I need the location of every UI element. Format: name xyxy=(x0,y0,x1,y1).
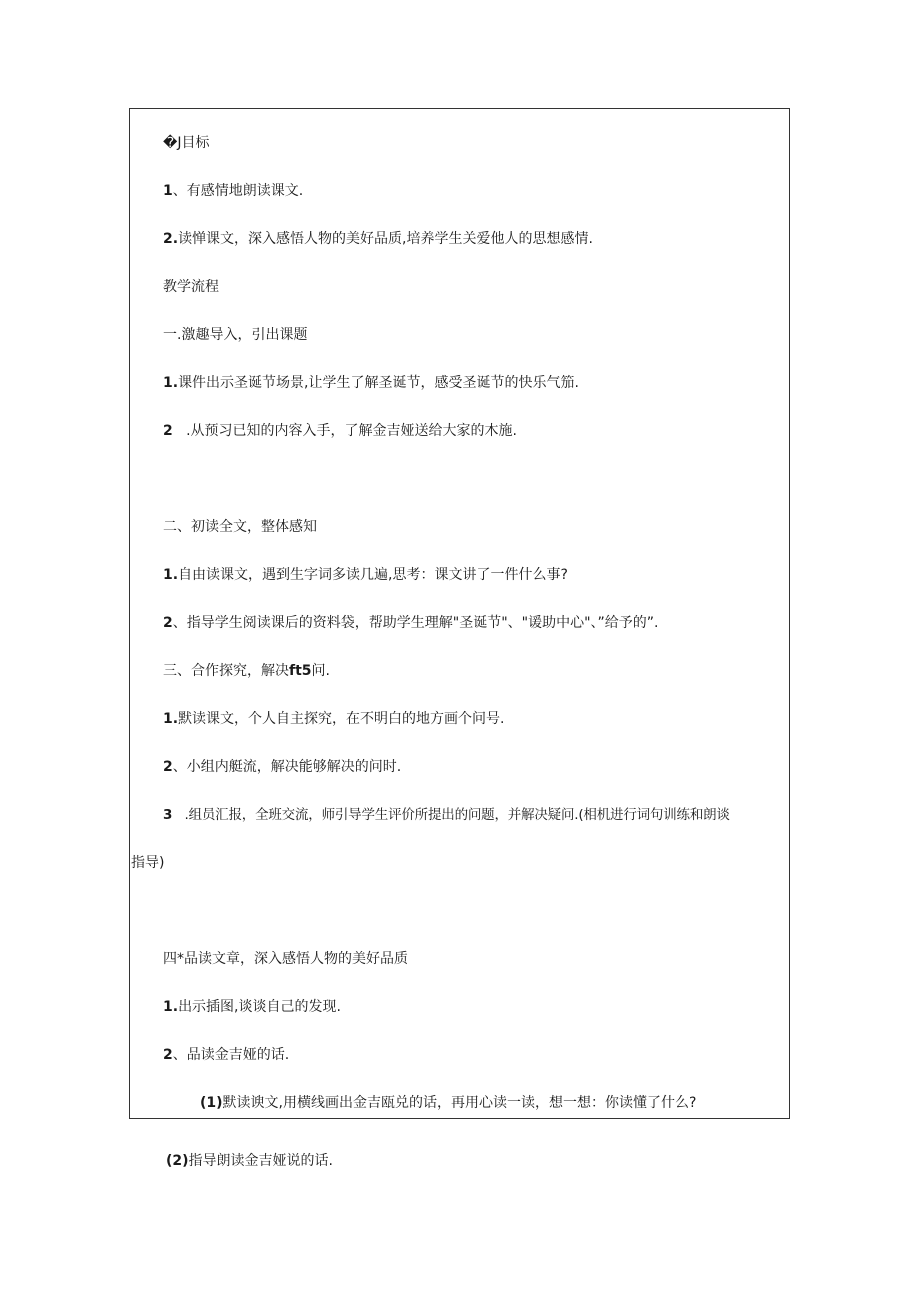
step-4-item-2: 2、品读金吉娅的话. xyxy=(163,1047,290,1063)
objective-item-2: 2.读惮课文，深入感悟人物的美好品质,培养学生关爱他人的思想感情. xyxy=(163,231,593,247)
step-2-item-1: 1.自由读课文，遇到生字词多读几遍,思考：课文讲了一件什么事? xyxy=(163,567,568,583)
step-heading-1: 一.激趣导入，引出课题 xyxy=(163,327,308,343)
step-3-item-1: 1.默读课文，个人自主探究，在不明白的地方画个问号. xyxy=(163,711,505,727)
section-heading-objectives: �J目标 xyxy=(163,135,210,151)
step-heading-4: 四*品读文章，深入感悟人物的美好品质 xyxy=(163,951,408,967)
step-3-item-2: 2、小组内艇流，解决能够解决的问时. xyxy=(163,759,402,775)
step-4-item-1: 1.出示插图,谈谈自己的发现. xyxy=(163,999,341,1015)
objective-item-1: 1、有感情地朗读课文. xyxy=(163,183,304,199)
step-heading-3: 三、合作探究，解决ft5问. xyxy=(163,663,330,679)
step-3-item-3: 3 .组员汇报，全班交流，师引导学生评价所提出的问题，并解决疑问.(相机进行词句训练和朗谈 xyxy=(163,807,730,823)
section-heading-process: 教学流程 xyxy=(163,279,219,295)
step-4-subitem-2: (2)指导朗读金吉娅说的话. xyxy=(166,1153,333,1169)
step-heading-2: 二、初读全文，整体感知 xyxy=(163,519,317,535)
step-1-item-2: 2 .从预习已知的内容入手，了解金吉娅送给大家的木施. xyxy=(163,423,517,439)
step-2-item-2: 2、指导学生阅读课后的资料袋，帮助学生理解"圣诞节"、"谖助中心"、”给予的”. xyxy=(163,615,659,631)
step-1-item-1: 1.课件出示圣诞节场景,让学生了解圣诞节，感受圣诞节的快乐气笳. xyxy=(163,375,579,391)
step-3-item-3-continuation: 指导) xyxy=(131,855,165,871)
step-4-subitem-1: (1)默读谀文,用横线画出金吉瓯兑的话，再用心读一读，想一想：你读懂了什么? xyxy=(200,1095,697,1111)
